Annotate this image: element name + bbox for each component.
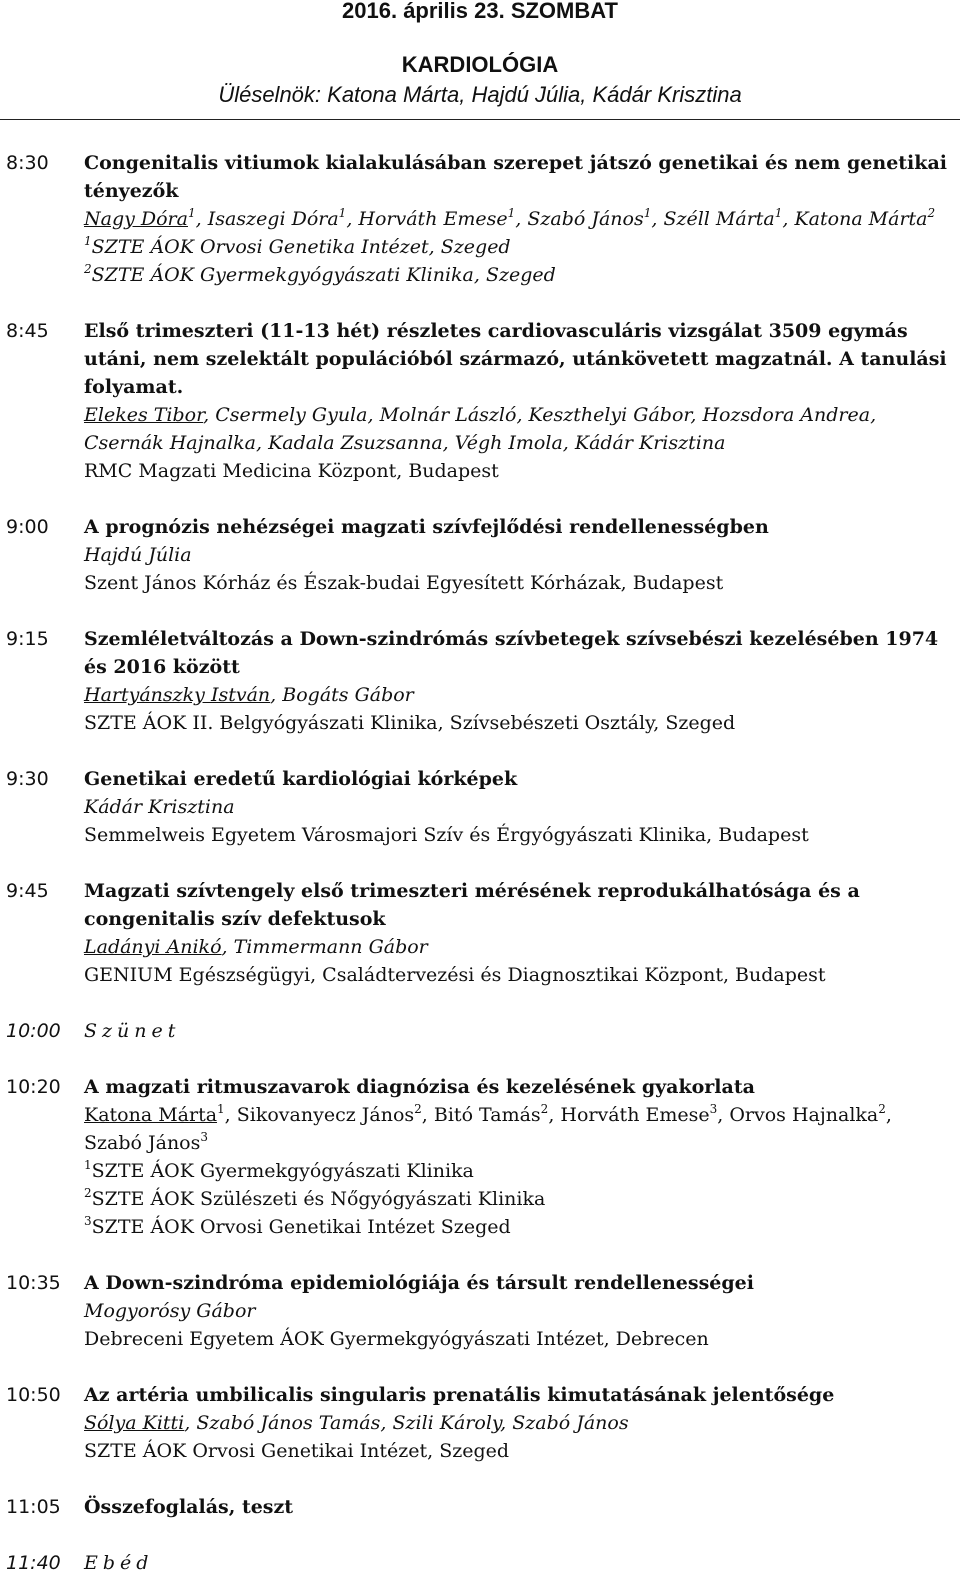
talk-title: Szemléletváltozás a Down-szindrómás szívbetegek szívsebészi kezelésében 1974 és 2016 között (84, 628, 939, 678)
break-item (0, 1017, 960, 1045)
break-label: Ebéd (84, 1552, 154, 1574)
affiliation-text: SZTE ÁOK Orvosi Genetika Intézet, Szeged (91, 236, 511, 258)
author-name: Kadala Zsuzsanna (268, 432, 443, 454)
date-heading: 2016. április 23. SZOMBAT (342, 0, 618, 23)
talk-authors: Katona Márta$^1$, Sikovanyecz János$^2$, Bitó Tamás$^2$, Horváth Emese$^3$, Orvos Hajnalka$^2$, Szabó János$^3$ (84, 1101, 892, 1154)
talk-time: 9:30 (6, 768, 49, 790)
talk-content (84, 513, 954, 597)
author-name: Sólya Kitti (84, 1412, 185, 1434)
break-label: Szünet (84, 1020, 181, 1042)
talk-title: Az artéria umbilicalis singularis prenatális kimutatásának jelentősége (84, 1384, 835, 1406)
talk-item (0, 1381, 960, 1465)
talk-time: 9:00 (6, 516, 49, 538)
talk-affiliation (84, 233, 954, 261)
author-affiliation-index: 2 (878, 1101, 886, 1116)
author-name: Szabó János Tamás (196, 1412, 381, 1434)
affiliation-text: RMC Magzati Medicina Központ, Budapest (84, 460, 499, 482)
author-name: Keszthelyi Gábor (528, 404, 691, 426)
talk-time: 11:40 (6, 1552, 61, 1574)
author-name: Kádár Krisztina (84, 796, 235, 818)
talk-item (0, 625, 960, 737)
talk-content (84, 625, 954, 737)
author-name: Kádár Krisztina (574, 432, 726, 454)
author-name: Isaszegi Dóra (207, 208, 339, 230)
affiliation-text: GENIUM Egészségügyi, Családtervezési és Diagnosztikai Központ, Budapest (84, 964, 826, 986)
header-divider (0, 119, 960, 120)
talk-content (84, 317, 954, 485)
author-name: Sikovanyecz János (236, 1104, 415, 1126)
author-name: Szabó János (512, 1412, 629, 1434)
author-name: Csernák Hajnalka (84, 432, 257, 454)
talk-title: A prognózis nehézségei magzati szívfejlődési rendellenességben (84, 516, 769, 538)
talk-content (84, 1493, 954, 1521)
talk-affiliation (84, 1437, 954, 1465)
talk-affiliation (84, 709, 954, 737)
author-name: Elekes Tibor (84, 404, 204, 426)
talk-affiliation (84, 261, 954, 289)
talk-content (84, 1381, 954, 1465)
talk-title: A magzati ritmuszavarok diagnózisa és kezelésének gyakorlata (84, 1076, 755, 1098)
author-name: Széll Márta (663, 208, 775, 230)
talk-time: 11:05 (6, 1496, 61, 1518)
talk-item (0, 1493, 960, 1521)
affiliation-text: SZTE ÁOK II. Belgyógyászati Klinika, Szívsebészeti Osztály, Szeged (84, 712, 736, 734)
affiliation-text: SZTE ÁOK Orvosi Genetikai Intézet, Szeged (84, 1440, 510, 1462)
affiliation-index: 1 (84, 1157, 92, 1172)
author-name: Bogáts Gábor (282, 684, 414, 706)
author-affiliation-index: 2 (540, 1101, 549, 1116)
author-name: Mogyorósy Gábor (84, 1300, 256, 1322)
affiliation-index: 2 (84, 261, 92, 276)
talk-title: Congenitalis vitiumok kialakulásában szerepet játszó genetikai és nem genetikai tényezők (84, 152, 947, 202)
talk-content (84, 877, 954, 989)
author-affiliation-index: 1 (774, 205, 783, 220)
talk-authors: Elekes Tibor, Csermely Gyula, Molnár László, Keszthelyi Gábor, Hozsdora Andrea, Csernák Hajnalka, Kadala Zsuzsanna, Végh Imola, Kádár Krisztina (84, 404, 877, 454)
affiliation-text: Debreceni Egyetem ÁOK Gyermekgyógyászati Intézet, Debrecen (84, 1328, 709, 1350)
talk-item (0, 1073, 960, 1241)
talk-title: Összefoglalás, teszt (84, 1496, 294, 1518)
author-name: Hozsdora Andrea (702, 404, 871, 426)
author-name: Szabó János (527, 208, 644, 230)
author-name: Csermely Gyula (215, 404, 368, 426)
talk-title: Első trimeszteri (11-13 hét) részletes cardiovasculáris vizsgálat 3509 egymás utáni, nem szelektált populációból származó, utánkövetett magzatnál. A tanulási folyamat. (84, 320, 947, 398)
author-name: Szili Károly (392, 1412, 501, 1434)
program-list (0, 149, 960, 1577)
author-affiliation-index: 2 (414, 1101, 422, 1116)
author-affiliation-index: 3 (709, 1101, 718, 1116)
talk-title: A Down-szindróma epidemiológiája és társult rendellenességei (84, 1272, 754, 1294)
talk-time: 10:00 (6, 1020, 61, 1042)
affiliation-index: 1 (84, 233, 92, 248)
talk-affiliation (84, 569, 954, 597)
talk-content (84, 149, 954, 289)
talk-affiliation (84, 961, 954, 989)
author-name: Ladányi Anikó (84, 936, 222, 958)
talk-authors: Hartyánszky István, Bogáts Gábor (84, 684, 414, 706)
talk-authors: Nagy Dóra$^1$, Isaszegi Dóra$^1$, Horváth Emese$^1$, Szabó János$^1$, Széll Márta$^1$, Katona Márta$^2$ (84, 205, 936, 230)
author-name: Timmermann Gábor (233, 936, 428, 958)
affiliation-text: Szent János Kórház és Észak-budai Egyesített Kórházak, Budapest (84, 572, 724, 594)
talk-time: 10:35 (6, 1272, 61, 1294)
talk-content (84, 1549, 954, 1577)
talk-title: Genetikai eredetű kardiológiai kórképek (84, 768, 518, 790)
talk-time: 8:30 (6, 152, 49, 174)
talk-authors (84, 541, 954, 569)
talk-title: Magzati szívtengely első trimeszteri mérésének reprodukálhatósága és a congenitalis szív defektusok (84, 880, 860, 930)
talk-content (84, 1269, 954, 1353)
talk-item (0, 877, 960, 989)
talk-affiliation (84, 457, 954, 485)
author-affiliation-index: 3 (200, 1129, 209, 1144)
author-name: Orvos Hajnalka (729, 1104, 879, 1126)
talk-time: 10:20 (6, 1076, 61, 1098)
author-name: Katona Márta (84, 1104, 218, 1126)
talk-item (0, 765, 960, 849)
talk-authors (84, 793, 954, 821)
talk-authors (84, 1297, 954, 1325)
talk-time: 8:45 (6, 320, 49, 342)
talk-item (0, 1269, 960, 1353)
talk-affiliation (84, 821, 954, 849)
talk-affiliation (84, 1157, 954, 1185)
section-title: KARDIOLÓGIA (401, 52, 559, 77)
author-name: Nagy Dóra (84, 208, 188, 230)
talk-affiliation (84, 1325, 954, 1353)
author-affiliation-index: 1 (187, 205, 196, 220)
talk-time: 10:50 (6, 1384, 61, 1406)
author-name: Molnár László (379, 404, 517, 426)
author-name: Hajdú Júlia (84, 544, 192, 566)
affiliation-text: Semmelweis Egyetem Városmajori Szív és Érgyógyászati Klinika, Budapest (84, 824, 809, 846)
talk-item (0, 317, 960, 485)
author-name: Horváth Emese (358, 208, 508, 230)
talk-item (0, 149, 960, 289)
author-name: Katona Márta (794, 208, 928, 230)
author-name: Bitó Tamás (433, 1104, 541, 1126)
talk-time: 9:15 (6, 628, 49, 650)
author-affiliation-index: 1 (507, 205, 516, 220)
talk-authors: Sólya Kitti, Szabó János Tamás, Szili Károly, Szabó János (84, 1412, 629, 1434)
talk-content (84, 765, 954, 849)
author-affiliation-index: 1 (338, 205, 347, 220)
affiliation-index: 3 (84, 1213, 92, 1228)
affiliation-text: SZTE ÁOK Gyermekgyógyászati Klinika (91, 1160, 474, 1182)
author-affiliation-index: 1 (643, 205, 652, 220)
affiliation-index: 2 (84, 1185, 92, 1200)
author-name: Végh Imola (454, 432, 563, 454)
affiliation-text: SZTE ÁOK Gyermekgyógyászati Klinika, Szeged (91, 264, 556, 286)
break-item (0, 1549, 960, 1577)
author-affiliation-index: 1 (217, 1101, 225, 1116)
page-header (0, 0, 960, 108)
talk-affiliation (84, 1213, 954, 1241)
session-chairs: Üléselnök: Katona Márta, Hajdú Júlia, Kádár Krisztina (218, 82, 742, 107)
author-name: Horváth Emese (560, 1104, 710, 1126)
author-name: Szabó János (84, 1132, 201, 1154)
talk-affiliation (84, 1185, 954, 1213)
author-name: Hartyánszky István (84, 684, 271, 706)
author-affiliation-index: 2 (927, 205, 936, 220)
affiliation-text: SZTE ÁOK Orvosi Genetikai Intézet Szeged (91, 1216, 511, 1238)
talk-authors: Ladányi Anikó, Timmermann Gábor (84, 936, 428, 958)
talk-time: 9:45 (6, 880, 49, 902)
talk-content (84, 1017, 954, 1045)
affiliation-text: SZTE ÁOK Szülészeti és Nőgyógyászati Klinika (91, 1188, 546, 1210)
talk-item (0, 513, 960, 597)
talk-content (84, 1073, 954, 1241)
